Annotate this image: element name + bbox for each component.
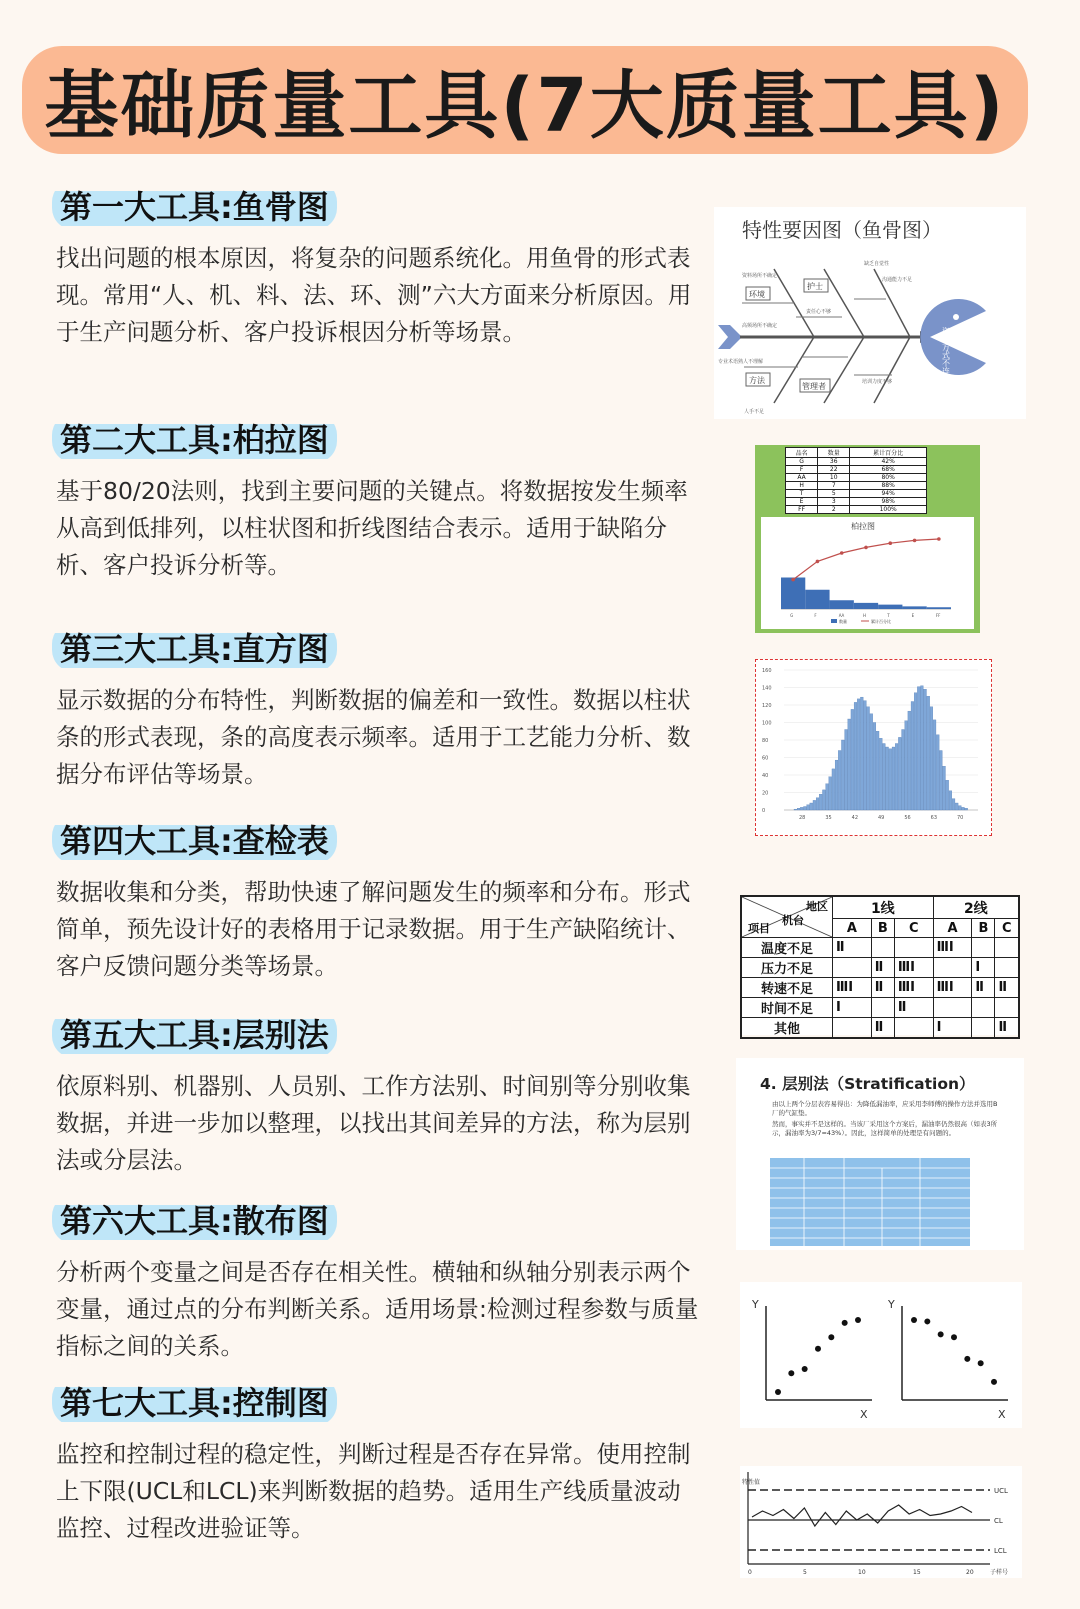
pareto-table-row: [786, 474, 927, 482]
section-pareto: [52, 413, 702, 584]
stratification-title: 4. 层别法（Stratification）: [760, 1075, 975, 1093]
hist-bar: [860, 697, 863, 810]
hist-bar: [905, 721, 908, 810]
bone: [824, 269, 864, 337]
hist-bar: [848, 719, 851, 810]
header-machine: 机台: [782, 914, 804, 927]
control-tick: 0: [748, 1569, 752, 1576]
control-ylabel: 特性值: [742, 1479, 761, 1486]
hist-bar: [949, 791, 952, 810]
tally-cell: [833, 1018, 872, 1039]
section-description: 依原料别、机器别、人员别、工作方法别、时间别等分别收集数据，并进一步加以整理，以找出其间差异的方法，称为层别法或分层法。: [56, 1072, 691, 1174]
label-manager: 管理者: [802, 382, 826, 391]
stratification-table: [770, 1152, 970, 1248]
scatter-point: [964, 1356, 970, 1362]
machine-header: B: [871, 919, 894, 938]
pareto-chart: [761, 517, 974, 629]
pareto-cell: G: [786, 458, 818, 466]
hist-y-tick: 140: [762, 685, 772, 692]
hist-bar: [813, 800, 816, 810]
hist-bar: [933, 720, 936, 810]
hist-y-tick: 60: [762, 755, 769, 762]
scatter-point: [978, 1360, 984, 1366]
hist-bar: [959, 806, 962, 810]
cause-text: 资料场所不确定: [742, 273, 778, 279]
label-method: 方法: [749, 376, 765, 385]
hist-bar: [870, 714, 873, 810]
pareto-tick: AA: [838, 613, 845, 618]
scatter-y-label: Y: [888, 1298, 895, 1311]
hist-bar: [908, 711, 911, 810]
hist-bar: [962, 807, 965, 810]
pareto-cumulative-line: [793, 539, 939, 580]
fishbone-diagram: [714, 207, 1026, 419]
scatter-point: [815, 1346, 821, 1352]
scatter-point: [924, 1318, 930, 1324]
section-heading: 第二大工具:柏拉图: [52, 413, 337, 463]
hist-x-tick: 35: [825, 815, 832, 821]
hist-bar: [940, 751, 943, 811]
scatter-figure: [740, 1282, 1022, 1428]
tally-cell: [933, 998, 972, 1018]
hist-bar: [845, 730, 848, 811]
hist-y-tick: 160: [762, 668, 772, 674]
tally-cell: ⅢⅠ: [833, 978, 872, 998]
section-heading: 第一大工具:鱼骨图: [52, 180, 337, 230]
tally-cell: Ⅱ: [972, 978, 995, 998]
hist-bar: [930, 707, 933, 810]
tally-cell: Ⅰ: [833, 998, 872, 1018]
pareto-bar: [805, 590, 829, 609]
pareto-table-row: [786, 458, 927, 466]
machine-header: C: [894, 919, 933, 938]
header-item: 项目: [748, 922, 770, 935]
stratification-text-1: 由以上两个分层表容易得出：为降低漏油率，应采用李师傅的操作方法并选用B厂的气缸垫。: [772, 1100, 998, 1117]
pareto-point: [888, 541, 892, 545]
hist-bar: [879, 738, 882, 810]
control-chart: [740, 1466, 1022, 1578]
check-table-row: [741, 1018, 1019, 1039]
pareto-header: 品名: [786, 448, 818, 458]
scatter-point: [911, 1317, 917, 1323]
pareto-cell: 36: [818, 458, 850, 466]
pareto-point: [913, 539, 917, 543]
tally-cell: [833, 958, 872, 978]
bone: [874, 337, 910, 403]
hist-bar: [892, 747, 895, 810]
hist-bar: [889, 749, 892, 810]
scatter-point: [788, 1370, 794, 1376]
hist-bar: [886, 747, 889, 810]
hist-x-tick: 28: [799, 815, 806, 821]
cause-text: 缺乏自觉性: [864, 261, 890, 267]
tally-cell: [933, 958, 972, 978]
section-heading: 第四大工具:查检表: [52, 814, 337, 864]
scatter-point: [775, 1389, 781, 1395]
hist-x-tick: 42: [851, 815, 859, 821]
fish-eye: [953, 314, 959, 320]
pareto-cell: H: [786, 482, 818, 490]
cause-text: 人手不足: [744, 409, 765, 415]
stratification-text-2: 然而，事实并不是这样的。当该厂采用这个方案后，漏油率仍然很高（如表3所示，漏油率为3/7=43%）。因此，这样简单的处理是有问题的。: [772, 1120, 998, 1137]
hist-bar: [794, 809, 797, 810]
hist-bar: [924, 689, 927, 810]
tally-cell: ⅢⅠ: [894, 958, 933, 978]
hist-bar: [829, 777, 832, 810]
fishbone-title: 特性要因图（鱼骨图）: [742, 218, 942, 242]
section-description: 数据收集和分类，帮助快速了解问题发生的频率和分布。形式简单，预先设计好的表格用于记录数据。用于生产缺陷统计、客户反馈问题分类等场景。: [56, 878, 691, 980]
hist-bar: [902, 730, 905, 811]
pareto-point: [816, 560, 820, 564]
cause-text: 高频场所不确定: [742, 323, 778, 329]
pareto-cell: 68%: [850, 466, 927, 474]
section-heading: 第七大工具:控制图: [52, 1376, 337, 1426]
hist-bar: [895, 744, 898, 811]
scatter-y-label: Y: [752, 1298, 759, 1311]
control-tick: 15: [913, 1569, 921, 1576]
hist-bar: [810, 803, 813, 810]
control-xlabel: 子样号: [990, 1569, 1009, 1576]
section-description: 找出问题的根本原因，将复杂的问题系统化。用鱼骨的形式表现。常用“人、机、料、法、环、测”六大方面来分析原因。用于生产问题分析、客户投诉根因分析等场景。: [56, 244, 692, 346]
bone: [824, 337, 864, 403]
pareto-table: [785, 447, 927, 514]
hist-y-tick: 40: [762, 773, 769, 779]
hist-y-tick: 120: [762, 703, 772, 709]
hist-x-tick: 70: [957, 815, 964, 821]
pareto-cell: 94%: [850, 490, 927, 498]
control-tick: 5: [803, 1569, 807, 1576]
hist-bar: [965, 808, 968, 810]
pareto-bar: [854, 603, 878, 609]
tally-cell: [972, 998, 995, 1018]
hist-bar: [917, 687, 920, 810]
tally-cell: Ⅱ: [995, 1018, 1019, 1039]
hist-bar: [826, 784, 829, 810]
row-label: 转速不足: [741, 978, 833, 998]
hist-bar: [927, 696, 930, 810]
pareto-tick: G: [790, 613, 794, 618]
lcl-label: LCL: [994, 1547, 1007, 1555]
tally-cell: Ⅱ: [871, 1018, 894, 1039]
tally-cell: [871, 938, 894, 958]
pareto-bar: [927, 607, 951, 609]
hist-y-tick: 80: [762, 738, 769, 744]
hist-bar: [832, 769, 835, 810]
section-check-table: [52, 814, 702, 985]
control-figure: [740, 1466, 1022, 1578]
table-bg: [770, 1158, 970, 1246]
fish-head-text: 资料方式不连贯原因分析: [941, 327, 951, 415]
pareto-point: [864, 546, 868, 550]
cause-text: 专业术语熟人不理解: [718, 359, 764, 365]
scatter-x-label: X: [860, 1408, 868, 1421]
hist-bar: [857, 699, 860, 810]
check-table-figure: [740, 895, 1020, 1035]
pareto-cell: 10: [818, 474, 850, 482]
line-header: 2线: [933, 896, 1019, 919]
pareto-table-row: [786, 466, 927, 474]
pareto-point: [937, 537, 941, 541]
scatter-point: [842, 1320, 848, 1326]
hist-bar: [854, 702, 857, 810]
row-label: 其他: [741, 1018, 833, 1039]
hist-x-tick: 49: [878, 815, 885, 821]
hist-bar: [797, 808, 800, 810]
tally-cell: [894, 1018, 933, 1039]
pareto-cell: 100%: [850, 506, 927, 514]
cause-text: 培训力度不够: [862, 379, 893, 385]
hist-bar: [864, 701, 867, 810]
pareto-cell: F: [786, 466, 818, 474]
hist-bar: [943, 766, 946, 810]
tally-cell: ⅢⅠ: [933, 978, 972, 998]
tally-cell: ⅢⅠ: [933, 938, 972, 958]
tally-cell: Ⅰ: [972, 958, 995, 978]
machine-header: B: [972, 919, 995, 938]
section-fishbone: [52, 180, 702, 351]
pareto-table-row: [786, 506, 927, 514]
pareto-table-row: [786, 490, 927, 498]
hist-y-tick: 0: [762, 808, 766, 814]
hist-bar: [841, 740, 844, 810]
tally-cell: Ⅱ: [833, 938, 872, 958]
bone: [774, 337, 814, 403]
hist-x-tick: 63: [930, 815, 938, 821]
pareto-chart-wrap: [761, 517, 974, 629]
pareto-cell: 80%: [850, 474, 927, 482]
check-table: [740, 895, 1020, 1039]
tally-cell: [894, 938, 933, 958]
hist-bar: [873, 723, 876, 811]
tally-cell: Ⅱ: [871, 978, 894, 998]
hist-bar: [952, 799, 955, 810]
check-table-row: [741, 978, 1019, 998]
pareto-cell: 2: [818, 506, 850, 514]
section-description: 分析两个变量之间是否存在相关性。横轴和纵轴分别表示两个变量，通过点的分布判断关系。适用场景:检测过程参数与质量指标之间的关系。: [56, 1258, 699, 1360]
check-table-row: [741, 998, 1019, 1018]
hist-bar: [876, 731, 879, 810]
machine-header: A: [833, 919, 872, 938]
histogram-figure: [755, 659, 992, 836]
fish-tail: [718, 325, 742, 349]
hist-x-tick: 56: [904, 815, 911, 821]
stratification-figure: [736, 1058, 1024, 1250]
row-label: 压力不足: [741, 958, 833, 978]
row-label: 时间不足: [741, 998, 833, 1018]
pareto-tick: T: [887, 613, 890, 618]
pareto-bar: [781, 578, 805, 610]
legend-label: 累计百分比: [871, 619, 891, 624]
hist-bar: [835, 760, 838, 810]
check-table-row: [741, 938, 1019, 958]
pareto-bar: [902, 606, 926, 609]
pareto-cell: 7: [818, 482, 850, 490]
tally-cell: Ⅱ: [871, 958, 894, 978]
section-scatter: [52, 1194, 702, 1365]
tally-cell: ⅢⅠ: [894, 978, 933, 998]
tally-cell: Ⅱ: [894, 998, 933, 1018]
legend-swatch: [831, 619, 837, 623]
pareto-tick: F: [814, 613, 817, 618]
fishbone-figure: [714, 207, 1026, 419]
pareto-cell: 98%: [850, 498, 927, 506]
control-tick: 20: [966, 1569, 974, 1576]
hist-bar: [851, 709, 854, 810]
section-control: [52, 1376, 702, 1547]
hist-bar: [936, 735, 939, 810]
hist-bar: [819, 794, 822, 810]
hist-bar: [867, 707, 870, 810]
hist-y-tick: 20: [762, 790, 769, 797]
scatter-x-label: X: [998, 1408, 1006, 1421]
section-heading: 第三大工具:直方图: [52, 622, 337, 672]
pareto-tick: H: [863, 613, 867, 618]
scatter-point: [855, 1317, 861, 1323]
row-label: 温度不足: [741, 938, 833, 958]
pareto-tick: FF: [935, 613, 941, 618]
hist-bar: [822, 790, 825, 810]
hist-y-tick: 100: [762, 720, 772, 727]
hist-bar: [883, 744, 886, 811]
fish-head: [920, 299, 986, 375]
hist-bar: [921, 686, 924, 810]
pareto-cell: 22: [818, 466, 850, 474]
scatter-point: [938, 1331, 944, 1337]
pareto-cell: T: [786, 490, 818, 498]
pareto-cell: FF: [786, 506, 818, 514]
tally-cell: [995, 958, 1019, 978]
header-region: 地区: [806, 900, 828, 913]
machine-header: A: [933, 919, 972, 938]
hist-bar: [946, 780, 949, 810]
hist-bar: [807, 805, 810, 810]
section-heading: 第五大工具:层别法: [52, 1008, 337, 1058]
check-table-row: [741, 958, 1019, 978]
scatter-point: [991, 1379, 997, 1385]
hist-bar: [816, 798, 819, 810]
pareto-table-row: [786, 482, 927, 490]
hist-bar: [911, 702, 914, 811]
pareto-bar: [830, 600, 854, 609]
pareto-figure: [755, 445, 980, 633]
hist-bar: [838, 751, 841, 811]
tally-cell: [995, 998, 1019, 1018]
label-environment: 环境: [749, 290, 765, 299]
line-header: 1线: [833, 896, 934, 919]
pareto-cell: 88%: [850, 482, 927, 490]
legend-label: 数量: [839, 619, 847, 624]
section-description: 基于80/20法则，找到主要问题的关键点。将数据按发生频率从高到低排列，以柱状图和折线图结合表示。适用于缺陷分析、客户投诉分析等。: [56, 477, 688, 579]
section-description: 监控和控制过程的稳定性，判断过程是否存在异常。使用控制上下限(UCL和LCL)来判断数据的趋势。适用生产线质量波动监控、过程改进验证等。: [56, 1440, 691, 1542]
pareto-bar: [878, 605, 902, 609]
pareto-cell: 42%: [850, 458, 927, 466]
hist-bar: [898, 737, 901, 810]
pareto-cell: 5: [818, 490, 850, 498]
pareto-table-row: [786, 498, 927, 506]
hist-bar: [800, 807, 803, 810]
hist-bar: [803, 807, 806, 811]
tally-cell: Ⅰ: [933, 1018, 972, 1039]
pareto-point: [840, 551, 844, 555]
section-description: 显示数据的分布特性，判断数据的偏差和一致性。数据以柱状条的形式表现，条的高度表示频率。适用于工艺能力分析、数据分布评估等场景。: [56, 686, 691, 788]
tally-cell: [972, 1018, 995, 1039]
cl-label: CL: [994, 1517, 1003, 1525]
pareto-cell: E: [786, 498, 818, 506]
pareto-cell: AA: [786, 474, 818, 482]
pareto-table-wrap: [785, 447, 927, 513]
scatter-charts: [740, 1282, 1022, 1428]
tally-cell: [972, 938, 995, 958]
machine-header: C: [995, 919, 1019, 938]
hist-bar: [914, 693, 917, 810]
ucl-label: UCL: [994, 1487, 1008, 1495]
control-data-line: [752, 1505, 972, 1526]
scatter-point: [828, 1334, 834, 1340]
pareto-point: [791, 578, 795, 582]
scatter-point: [951, 1334, 957, 1340]
tally-cell: [995, 938, 1019, 958]
pareto-cell: 3: [818, 498, 850, 506]
control-tick: 10: [858, 1569, 866, 1576]
cause-text: 沟通能力不足: [882, 277, 913, 283]
pareto-header: 累计百分比: [850, 448, 927, 458]
pareto-header: 数量: [818, 448, 850, 458]
section-histogram: [52, 622, 702, 793]
section-stratification: [52, 1008, 702, 1179]
label-nurse: 护士: [807, 282, 823, 291]
scatter-point: [802, 1366, 808, 1372]
title-banner: [22, 46, 1028, 154]
check-table-corner: [741, 896, 833, 938]
pareto-tick: E: [911, 613, 915, 618]
page-title: 基础质量工具(7大质量工具): [44, 63, 1006, 149]
pareto-chart-title: 柏拉图: [851, 522, 875, 531]
tally-cell: [871, 998, 894, 1018]
hist-bar: [955, 803, 958, 810]
histogram-chart: [756, 660, 991, 835]
cause-text: 责任心不够: [806, 309, 832, 315]
section-heading: 第六大工具:散布图: [52, 1194, 337, 1244]
tally-cell: Ⅱ: [995, 978, 1019, 998]
